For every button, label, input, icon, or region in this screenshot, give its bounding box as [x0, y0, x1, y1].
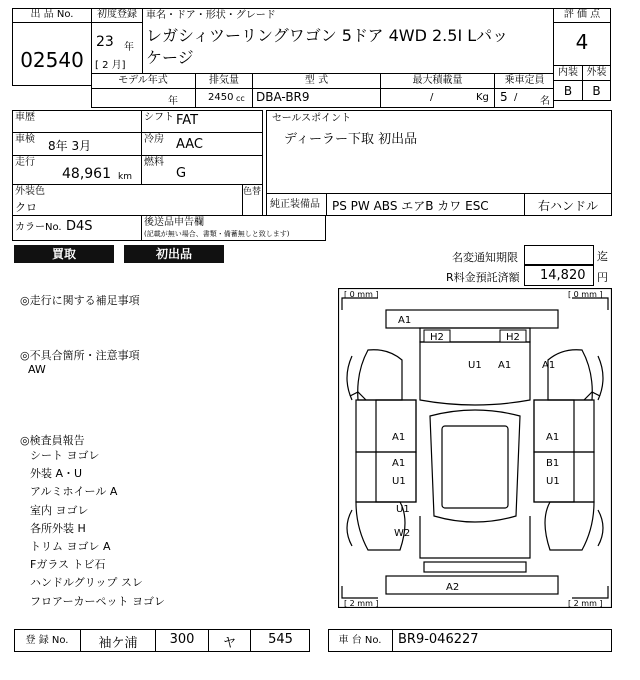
later-reg-label: 後送品申告欄: [144, 217, 204, 228]
inspection-value: 8年 3月: [48, 139, 92, 153]
interior-grade: B: [563, 84, 573, 98]
front-fender-right: [548, 350, 592, 400]
inspector-list: [30, 447, 165, 611]
mark-rear-fender-left-w: W2: [394, 528, 411, 539]
type-value: DBA-BR9: [256, 90, 310, 104]
max-load-slash: /: [430, 92, 434, 103]
mark-rear-door-right-b: B1: [546, 458, 560, 469]
type-label: 型 式: [304, 75, 329, 86]
inspector-item: トリム ヨゴレ A: [30, 540, 111, 554]
mark-front-door-right: A1: [546, 432, 560, 443]
diagram-frame: [339, 289, 612, 608]
recycle-label: R料金預託済額: [446, 271, 520, 284]
displacement-unit: cc: [236, 94, 245, 103]
chassis-value: BR9-046227: [398, 632, 479, 647]
mark-front-door-left: A1: [392, 432, 406, 443]
rear-door-left-outline: [356, 452, 416, 502]
rear-door-right-outline: [534, 452, 594, 502]
sales-point-label: セールスポイント: [272, 113, 352, 124]
reg-area: 袖ケ浦: [98, 636, 138, 651]
first-reg-year: 23: [96, 34, 114, 50]
corner-label-bl: [ 2 mm ]: [344, 599, 379, 608]
inspector-item: 室内 ヨゴレ: [30, 503, 89, 517]
corner-bracket-tr: [572, 298, 608, 310]
reg-label: 登 録 No.: [25, 635, 69, 646]
car-name-label: 車名・ドア・形状・グレード: [146, 10, 276, 21]
handle-value: 右ハンドル: [537, 199, 598, 213]
recycle-unit: 円: [597, 271, 608, 284]
mark-hood-u1: U1: [468, 360, 482, 371]
corner-label-tl: [ 0 mm ]: [344, 290, 379, 299]
capacity-unit: 名: [540, 96, 550, 107]
inspector-item: アルミホイール A: [30, 485, 118, 499]
interior-label: 内装: [553, 66, 583, 81]
chassis-divider: [392, 629, 393, 652]
car-name-line1: レガシィツーリングワゴン 5ドア 4WD 2.5I Lパッ: [146, 26, 509, 45]
mileage-value: 48,961: [62, 166, 111, 182]
corner-bracket-br: [572, 586, 608, 598]
hood-outline: [420, 342, 530, 405]
mark-rear-door-right-u: U1: [546, 476, 560, 487]
equipment-value: PS PW ABS エアB カワ ESC: [332, 199, 489, 213]
mark-headlight-right: H2: [506, 332, 520, 343]
defect-notes-label: ◎不具合箇所・注意事項: [20, 349, 140, 362]
mark-rear-door-left-u: U1: [392, 476, 406, 487]
inspection-label: 車検: [15, 134, 35, 145]
capacity-label: 乗車定員: [504, 75, 545, 86]
rear-fender-right: [545, 502, 594, 550]
front-bumper-outline: [386, 310, 558, 328]
name-change-label: 名変通知期限: [452, 251, 518, 264]
exterior-grade: B: [592, 84, 601, 98]
inspector-item: 各所外装 H: [30, 521, 86, 535]
rear-wheel-left: [347, 510, 352, 546]
inspector-item: ハンドルグリップ スレ: [30, 576, 143, 590]
inspector-item: 外装 A・U: [30, 467, 83, 481]
inspector-label: ◎検査員報告: [20, 434, 85, 447]
model-year-label: モデル年式: [118, 75, 168, 86]
corner-bracket-tl: [342, 298, 378, 310]
shift-label: シフト: [144, 112, 174, 123]
equipment-divider: [326, 193, 327, 216]
corner-label-tr: [ 0 mm ]: [568, 290, 603, 299]
sales-point-text: ディーラー下取 初出品: [284, 132, 418, 147]
badge-first-listing: 初出品: [124, 245, 224, 263]
score-label: 評 価 点: [553, 8, 611, 23]
color-change-label: 色替: [243, 187, 262, 197]
color-no-label: カラーNo.: [15, 222, 62, 233]
displacement-label: 排気量: [209, 75, 239, 86]
displacement-value: 2450: [208, 92, 234, 103]
rear-bumper-outline: [386, 576, 558, 594]
model-year-unit: 年: [168, 96, 178, 107]
inspector-item: Fガラス トビ石: [30, 558, 106, 572]
capacity-slash: /: [514, 92, 518, 103]
aircon-value: AAC: [176, 137, 203, 152]
inspector-item: シート ヨゴレ: [30, 449, 100, 462]
reg-kana: ヤ: [222, 636, 236, 651]
lot-number: 02540: [20, 48, 84, 72]
mark-front-bumper: A1: [398, 315, 412, 326]
first-reg-year-unit: 年: [124, 42, 134, 53]
ext-color-box: [12, 184, 243, 216]
lot-label: 出 品 No.: [12, 8, 92, 23]
mileage-label: 走行: [15, 157, 35, 168]
corner-label-br: [ 2 mm ]: [568, 599, 603, 608]
history-label: 車歴: [15, 112, 35, 123]
score-value: 4: [575, 30, 589, 54]
mark-rear-bumper: A2: [446, 582, 460, 593]
first-reg-month: [ 2 月]: [95, 60, 126, 71]
badge-purchase: 買取: [14, 245, 114, 263]
driving-notes-label: ◎走行に関する補足事項: [20, 294, 140, 307]
mark-rear-fender-left-u: U1: [396, 504, 410, 515]
recycle-value: 14,820: [540, 268, 586, 283]
max-load-label: 最大積載量: [412, 75, 463, 86]
equipment-label: 純正装備品: [270, 199, 320, 210]
name-change-box: [524, 245, 594, 265]
shift-value: FAT: [176, 113, 199, 128]
first-reg-label: 初度登録: [91, 8, 143, 23]
ext-color-label: 外装色: [15, 186, 45, 197]
roof-panel: [442, 426, 508, 508]
max-load-unit: Kg: [476, 92, 489, 103]
exterior-label: 外装: [582, 66, 611, 81]
rear-wheel-right: [598, 510, 603, 546]
color-no-value: D4S: [66, 219, 93, 234]
fuel-value: G: [176, 166, 187, 181]
mark-rear-door-left-a: A1: [392, 458, 406, 469]
front-door-right-outline: [534, 400, 594, 452]
later-reg-note: (記載が無い場合、書類・備蓄無しと致します): [144, 230, 290, 238]
mark-headlight-left: H2: [430, 332, 444, 343]
mark-hood-a1: A1: [498, 360, 512, 371]
aircon-label: 冷房: [144, 134, 164, 145]
reg-number: 545: [268, 632, 293, 647]
front-fender-left: [358, 350, 402, 400]
car-name-line2: ケージ: [146, 48, 194, 67]
fuel-label: 燃料: [144, 157, 164, 168]
car-damage-diagram: [338, 288, 612, 608]
capacity-value: 5: [500, 90, 508, 104]
chassis-label: 車 台 No.: [338, 635, 382, 646]
front-wheel-left: [347, 356, 352, 400]
mark-fender-right: A1: [542, 360, 556, 371]
defect-notes-text: AW: [28, 363, 46, 376]
ext-color-value: クロ: [15, 201, 37, 214]
front-wheel-right: [598, 356, 603, 400]
corner-bracket-bl: [342, 586, 378, 598]
rear-license-area: [424, 562, 526, 572]
name-change-suffix: 迄: [597, 250, 608, 263]
mileage-unit: km: [118, 172, 132, 182]
inspector-item: フロアーカーペット ヨゴレ: [30, 594, 165, 608]
reg-class: 300: [169, 632, 195, 647]
front-door-left-outline: [356, 400, 416, 452]
